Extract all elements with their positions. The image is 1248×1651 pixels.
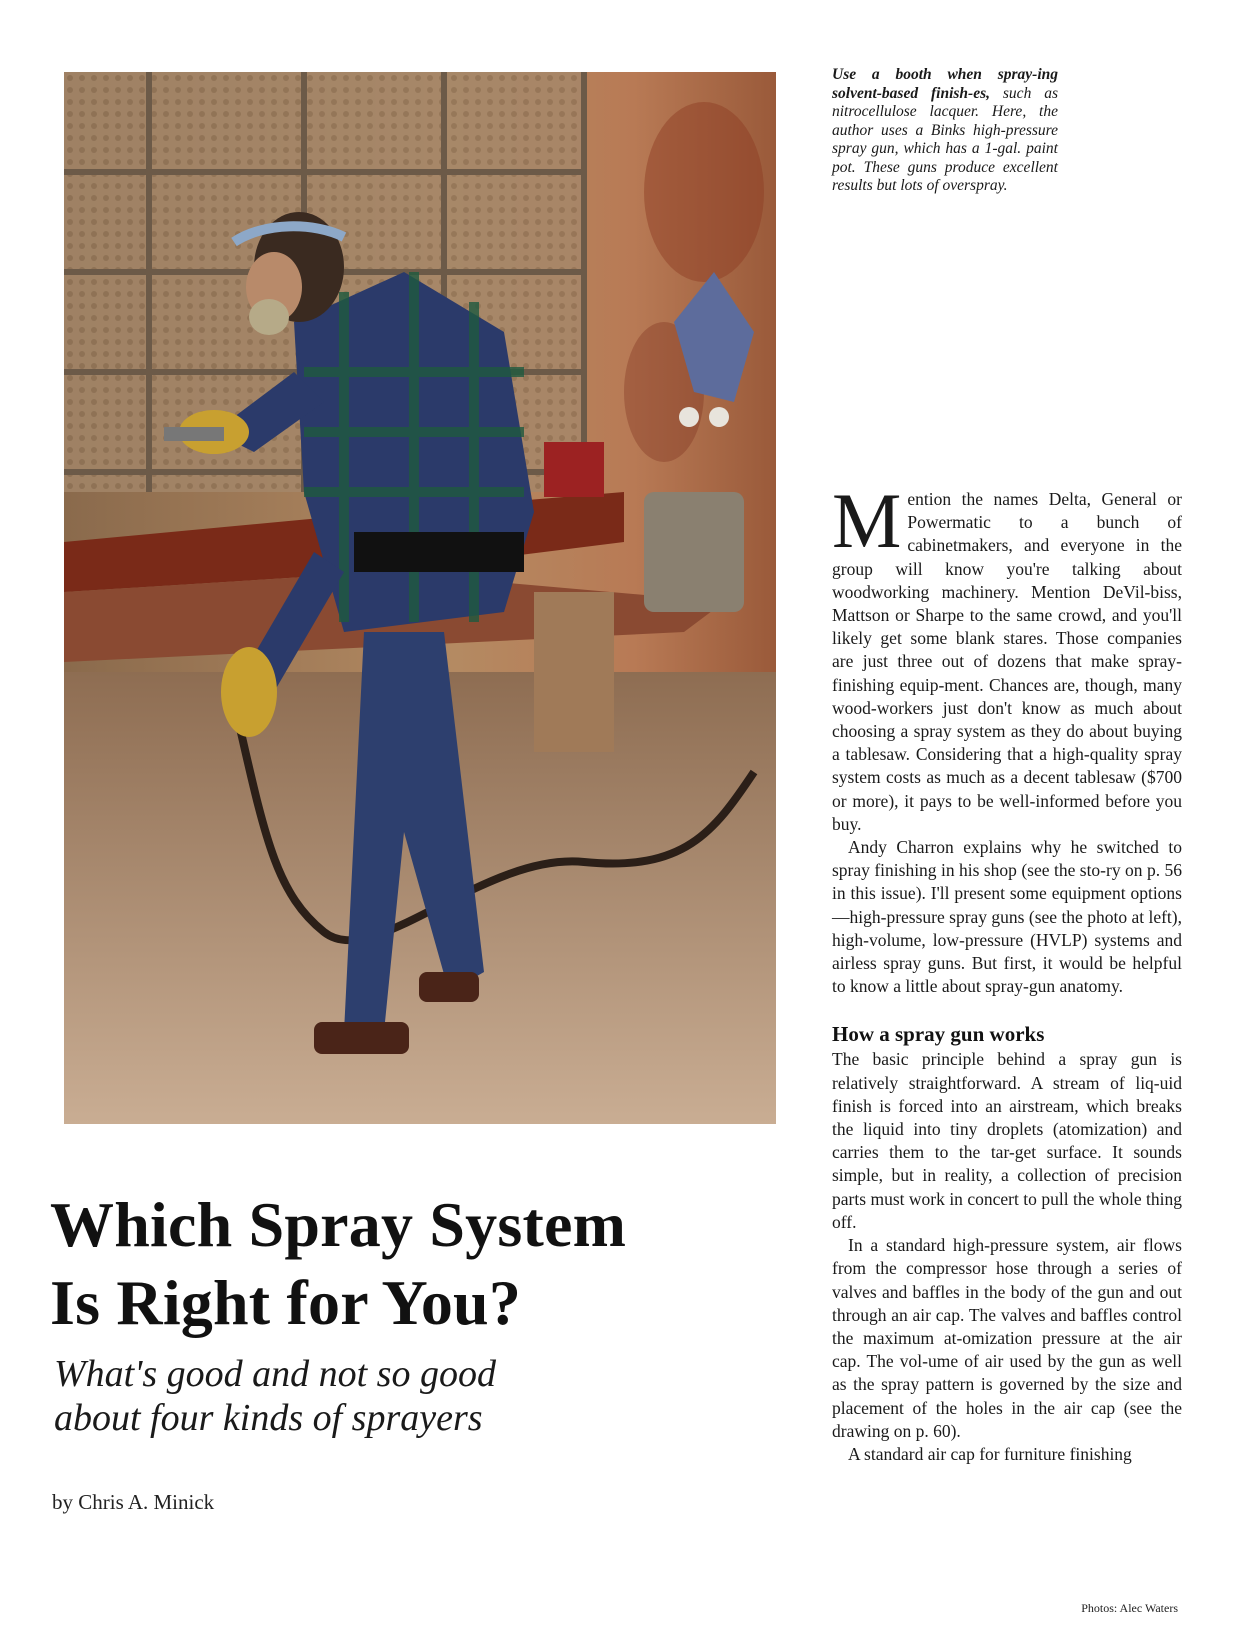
- paragraph-1-text: ention the names Delta, General or Powermatic to a bunch of cabinetmakers, and everyone in the group will know you're talking about woodworking machinery. Mention DeVil-biss, Mattson or Sharpe to the same crowd, and you'll likely get some blank stares. Those companies are just three out of dozens that make spray-finishing equip-ment. Chances are, though, many wood-workers just don't know as much about choosing a spray system as they do about buying a tablesaw. Considering that a high-quality spray system costs as much as a decent tablesaw ($700 or more), it pays to be well-informed before you buy.: [832, 489, 1182, 834]
- drop-cap: M: [832, 477, 902, 564]
- byline: by Chris A. Minick: [52, 1490, 215, 1514]
- spray-booth-photo: [64, 72, 776, 1124]
- photo-credit: Photos: Alec Waters: [1081, 1601, 1178, 1615]
- photo-illustration: [64, 72, 776, 1124]
- paragraph-1: [832, 477, 1182, 836]
- paragraph-3: The basic principle behind a spray gun is relatively straightforward. A stream of liq-uid finish is forced into an airstream, which breaks the liquid into tiny droplets (atomization) and carries them to the tar-get surface. It sounds simple, but in reality, a collection of precision parts must work in concert to pull the whole thing off.: [832, 1049, 1182, 1232]
- title-line-1: Which Spray System: [50, 1189, 627, 1260]
- section-heading: How a spray gun works: [832, 1022, 1045, 1047]
- caption-text: such as nitrocellulose lacquer. Here, the author uses a Binks high-pressure spray gun, which has a 1-gal. paint pot. These guns produce excellent results but lots of overspray.: [832, 84, 1058, 194]
- subtitle-line-1: What's good and not so good: [54, 1353, 496, 1395]
- article-body: [832, 477, 1182, 1466]
- paragraph-5: A standard air cap for furniture finishing: [848, 1443, 1132, 1464]
- article-subtitle: [54, 1352, 614, 1440]
- paragraph-2: Andy Charron explains why he switched to spray finishing in his shop (see the sto-ry on p. 56 in this issue). I'll present some equipment options—high-pressure spray guns (see the photo at left), high-volume, low-pressure (HVLP) systems and airless spray guns. But first, it would be helpful to know a little about spray-gun anatomy.: [832, 837, 1182, 997]
- photo-caption: [832, 66, 1058, 196]
- caption-lead: Use a booth when spray-ing solvent-based finish-es,: [832, 66, 1058, 102]
- title-line-2: Is Right for You?: [50, 1267, 522, 1338]
- article-title: [50, 1186, 750, 1342]
- subtitle-line-2: about four kinds of sprayers: [54, 1397, 483, 1439]
- paragraph-4: In a standard high-pressure system, air flows from the compressor hose through a series of valves and baffles in the body of the gun and out through an air cap. The valves and baffles control the maximum at-omization pressure at the air cap. The vol-ume of air used by the gun as well as the spray pattern is governed by the size and placement of the holes in the air cap (see the drawing on p. 60).: [832, 1235, 1182, 1441]
